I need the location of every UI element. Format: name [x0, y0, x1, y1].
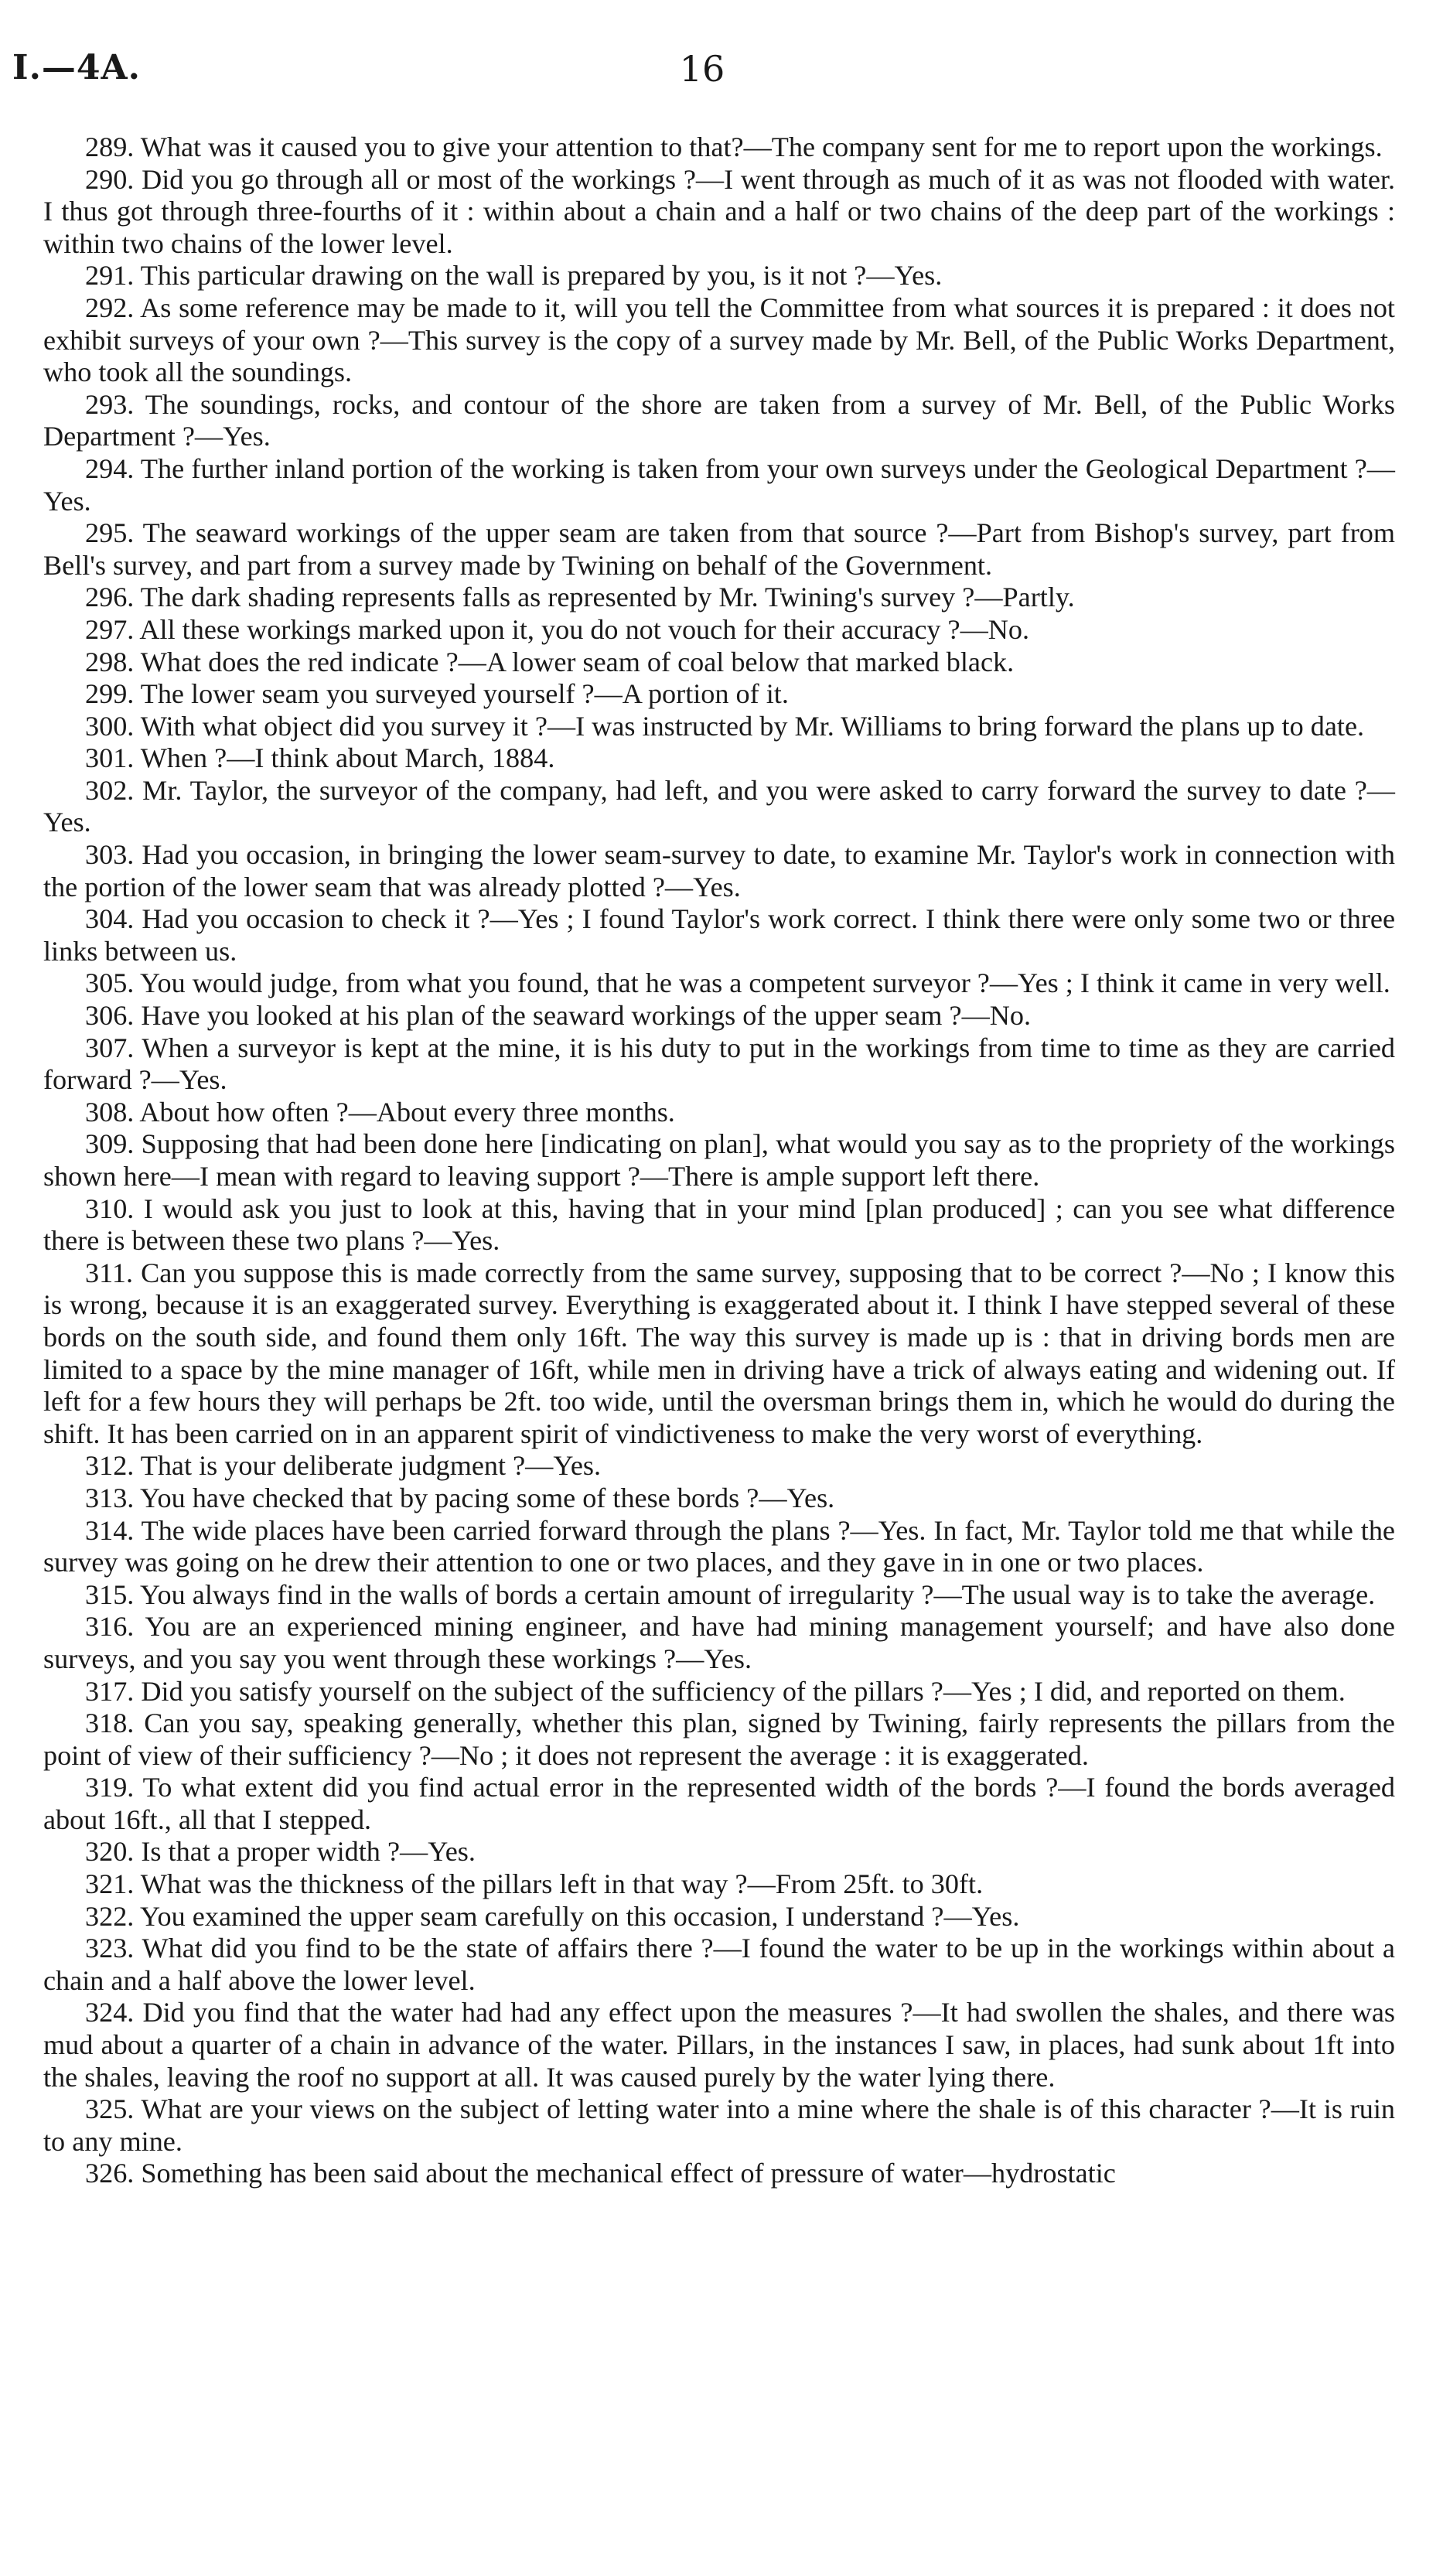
- entry-text: You would judge, from what you found, that he was a competent surveyor ?—Yes ; I think it came in very well.: [140, 967, 1390, 999]
- evidence-entry: [43, 1772, 1395, 1836]
- evidence-entry: [43, 1933, 1395, 1997]
- evidence-entry: [43, 967, 1395, 1000]
- entry-text: Is that a proper width ?—Yes.: [141, 1836, 476, 1868]
- entry-text: The further inland portion of the working is taken from your own surveys under the Geological Department ?—Yes.: [43, 452, 1395, 517]
- evidence-entry: [43, 1482, 1395, 1515]
- entry-number: 289.: [85, 131, 135, 162]
- entry-number: 310.: [85, 1192, 135, 1224]
- evidence-entry: [43, 1257, 1395, 1451]
- entry-number: 325.: [85, 2093, 135, 2125]
- entry-text: The lower seam you surveyed yourself ?—A portion of it.: [140, 678, 789, 710]
- entry-text: When ?—I think about March, 1884.: [140, 742, 555, 774]
- entry-text: When a surveyor is kept at the mine, it is his duty to put in the workings from time to time as they are carried forward ?—Yes.: [43, 1032, 1395, 1096]
- entry-number: 312.: [85, 1450, 135, 1482]
- entry-number: 317.: [85, 1675, 135, 1707]
- entry-number: 300.: [85, 710, 135, 742]
- evidence-entry: [43, 742, 1395, 775]
- entry-number: 305.: [85, 967, 135, 999]
- evidence-entry: [43, 1997, 1395, 2093]
- evidence-entry: [43, 2158, 1395, 2190]
- entry-number: 320.: [85, 1836, 135, 1868]
- entry-text: Had you occasion, in bringing the lower seam-survey to date, to examine Mr. Taylor's work in connection with the portion of the lower seam that was already plotted ?—Yes.: [43, 839, 1395, 902]
- entry-number: 321.: [85, 1868, 135, 1900]
- entry-text: This particular drawing on the wall is prepared by you, is it not ?—Yes.: [140, 260, 943, 292]
- entry-text: All these workings marked upon it, you do not vouch for their accuracy ?—No.: [139, 613, 1030, 645]
- entry-text: Mr. Taylor, the surveyor of the company, had left, and you were asked to carry forward the survey to date ?—Yes.: [43, 774, 1395, 838]
- entry-number: 304.: [85, 903, 135, 935]
- entry-text: The soundings, rocks, and contour of the shore are taken from a survey of Mr. Bell, of the Public Works Department ?—Yes.: [43, 388, 1395, 452]
- entry-number: 315.: [85, 1578, 135, 1610]
- entry-number: 326.: [85, 2158, 135, 2189]
- entry-text: You have checked that by pacing some of these bords ?—Yes.: [140, 1482, 835, 1513]
- entry-text: I would ask you just to look at this, having that in your mind [plan produced] ; can you see what difference there is between these two plans ?—Yes.: [43, 1192, 1396, 1257]
- evidence-entry: [43, 1676, 1395, 1708]
- evidence-entry: [43, 1032, 1395, 1097]
- entry-text: You always find in the walls of bords a certain amount of irregularity ?—The usual way is to take the average.: [140, 1578, 1376, 1610]
- evidence-entry: [43, 2093, 1395, 2158]
- evidence-entry: [43, 1708, 1395, 1772]
- entry-number: 314.: [85, 1514, 135, 1546]
- evidence-entry: [43, 1000, 1395, 1032]
- entry-number: 295.: [85, 517, 135, 549]
- entry-text: Supposing that had been done here [indicating on plan], what would you say as to the propriety of the workings shown here—I mean with regard to leaving support ?—There is ample support left there.: [43, 1128, 1395, 1192]
- document-code: I.—4A.: [12, 48, 141, 87]
- evidence-entry: [43, 164, 1395, 261]
- entry-text: What does the red indicate ?—A lower seam of coal below that marked black.: [140, 646, 1015, 677]
- entry-number: 303.: [85, 839, 135, 871]
- evidence-entry: [43, 260, 1395, 292]
- entry-text: To what extent did you find actual error in the represented width of the bords ?—I found the bords averaged about 16ft., all that I stepped.: [43, 1772, 1395, 1835]
- entry-number: 294.: [85, 452, 135, 484]
- entry-text: Did you find that the water had had any effect upon the measures ?—It had swollen the shales, and there was mud about a quarter of a chain in advance of the water. Pillars, in the instances I saw, in places, had sunk about 1ft into the shales, leaving the roof no support at all. It was caused purely by the water lying there.: [43, 1997, 1395, 2093]
- evidence-entry: [43, 775, 1395, 839]
- entry-number: 323.: [85, 1933, 135, 1964]
- entry-number: 290.: [85, 163, 135, 195]
- evidence-entry: [43, 1097, 1395, 1129]
- entry-number: 311.: [85, 1257, 133, 1288]
- evidence-entry: [43, 389, 1395, 453]
- evidence-entry: [43, 711, 1395, 743]
- entry-number: 308.: [85, 1096, 135, 1128]
- evidence-entry: [43, 647, 1395, 679]
- entry-text: Something has been said about the mechanical effect of pressure of water—hydrostatic: [141, 2158, 1116, 2189]
- entry-number: 309.: [85, 1128, 135, 1160]
- entry-number: 293.: [85, 388, 135, 420]
- evidence-entry: [43, 1901, 1395, 1933]
- entry-text: Had you occasion to check it ?—Yes ; I found Taylor's work correct. I think there were only some two or three links between us.: [43, 903, 1396, 967]
- entry-number: 296.: [85, 582, 135, 613]
- entry-number: 324.: [85, 1997, 135, 2028]
- evidence-entry: [43, 903, 1395, 967]
- entry-number: 316.: [85, 1611, 135, 1643]
- entry-text: Can you suppose this is made correctly from the same survey, supposing that to be correct ?—No ; I know this is wrong, because it is an exaggerated survey. Everything is exaggerated about it. I think I have stepped several of these bords on the south side, and found them only 16ft. The way this survey is made up is : that in driving bords men are limited to a space by the mine manager of 16ft, while men in driving have a trick of always eating and widening out. If left for a few hours they will perhaps be 2ft. too wide, until the oversman brings them in, which he would do during the shift. It has been carried on in an apparent spirit of vindictiveness to make the very worst of everything.: [43, 1257, 1396, 1449]
- entry-number: 292.: [85, 292, 135, 323]
- entry-text: As some reference may be made to it, will you tell the Committee from what sources it is prepared : it does not exhibit surveys of your own ?—This survey is the copy of a survey made by Mr. Bell, of the Public Works Department, who took all the soundings.: [43, 292, 1395, 388]
- page-number: 16: [679, 48, 725, 90]
- entry-text: Have you looked at his plan of the seaward workings of the upper seam ?—No.: [141, 1000, 1032, 1032]
- entry-text: With what object did you survey it ?—I was instructed by Mr. Williams to bring forward the plans up to date.: [140, 710, 1365, 742]
- entry-text: What did you find to be the state of affairs there ?—I found the water to be up in the workings within about a chain and a half above the lower level.: [43, 1933, 1395, 1996]
- evidence-entry: [43, 1611, 1395, 1675]
- entry-text: The wide places have been carried forward through the plans ?—Yes. In fact, Mr. Taylor told me that while the survey was going on he drew their attention to one or two places, and they gave in in one or two places.: [43, 1514, 1395, 1578]
- entry-text: Can you say, speaking generally, whether this plan, signed by Twining, fairly represents the pillars from the point of view of their sufficiency ?—No ; it does not represent the average : it is exaggerated.: [43, 1708, 1395, 1771]
- evidence-entry: [43, 1450, 1395, 1482]
- entry-text: About how often ?—About every three months.: [139, 1096, 675, 1128]
- evidence-entry: [43, 839, 1395, 903]
- evidence-entry: [43, 453, 1395, 517]
- evidence-entry: [43, 517, 1395, 582]
- evidence-entry: [43, 1579, 1395, 1612]
- entry-text: What was it caused you to give your attention to that?—The company sent for me to report upon the workings.: [140, 131, 1383, 162]
- evidence-entry: [43, 131, 1395, 164]
- entry-text: That is your deliberate judgment ?—Yes.: [140, 1450, 602, 1482]
- evidence-entry: [43, 1515, 1395, 1579]
- entry-number: 319.: [85, 1772, 135, 1803]
- entry-number: 313.: [85, 1482, 135, 1513]
- entry-number: 302.: [85, 774, 135, 806]
- evidence-entry: [43, 614, 1395, 647]
- entry-number: 322.: [85, 1900, 135, 1932]
- entry-text: The seaward workings of the upper seam are taken from that source ?—Part from Bishop's survey, part from Bell's survey, and part from a survey made by Twining on behalf of the Government.: [43, 517, 1395, 581]
- evidence-entry: [43, 678, 1395, 711]
- entry-number: 301.: [85, 742, 135, 774]
- entry-number: 291.: [85, 260, 135, 292]
- entry-number: 307.: [85, 1032, 135, 1063]
- evidence-entry: [43, 292, 1395, 389]
- evidence-entry: [43, 1836, 1395, 1868]
- page-header: [12, 48, 1392, 102]
- entry-text: You are an experienced mining engineer, and have had mining management yourself; and have also done surveys, and you say you went through these workings ?—Yes.: [43, 1611, 1395, 1674]
- entry-text: You examined the upper seam carefully on this occasion, I understand ?—Yes.: [140, 1900, 1020, 1932]
- entry-text: Did you satisfy yourself on the subject of the sufficiency of the pillars ?—Yes ; I did, and reported on them.: [141, 1675, 1346, 1707]
- entry-number: 298.: [85, 646, 135, 677]
- evidence-entry: [43, 1193, 1395, 1257]
- entry-text: What was the thickness of the pillars left in that way ?—From 25ft. to 30ft.: [140, 1868, 984, 1900]
- entry-number: 299.: [85, 678, 135, 710]
- entry-text: The dark shading represents falls as represented by Mr. Twining's survey ?—Partly.: [140, 582, 1075, 613]
- evidence-entry: [43, 1868, 1395, 1901]
- evidence-body: [43, 131, 1395, 2190]
- entry-number: 297.: [85, 613, 135, 645]
- evidence-entry: [43, 582, 1395, 614]
- evidence-entry: [43, 1128, 1395, 1192]
- entry-text: Did you go through all or most of the workings ?—I went through as much of it as was not flooded with water. I thus got through three-fourths of it : within about a chain and a half or two chains of the deep part of the workings : within two chains of the lower level.: [43, 163, 1396, 259]
- entry-text: What are your views on the subject of letting water into a mine where the shale is of this character ?—It is ruin to any mine.: [43, 2093, 1395, 2157]
- entry-number: 306.: [85, 1000, 135, 1032]
- entry-number: 318.: [85, 1708, 135, 1739]
